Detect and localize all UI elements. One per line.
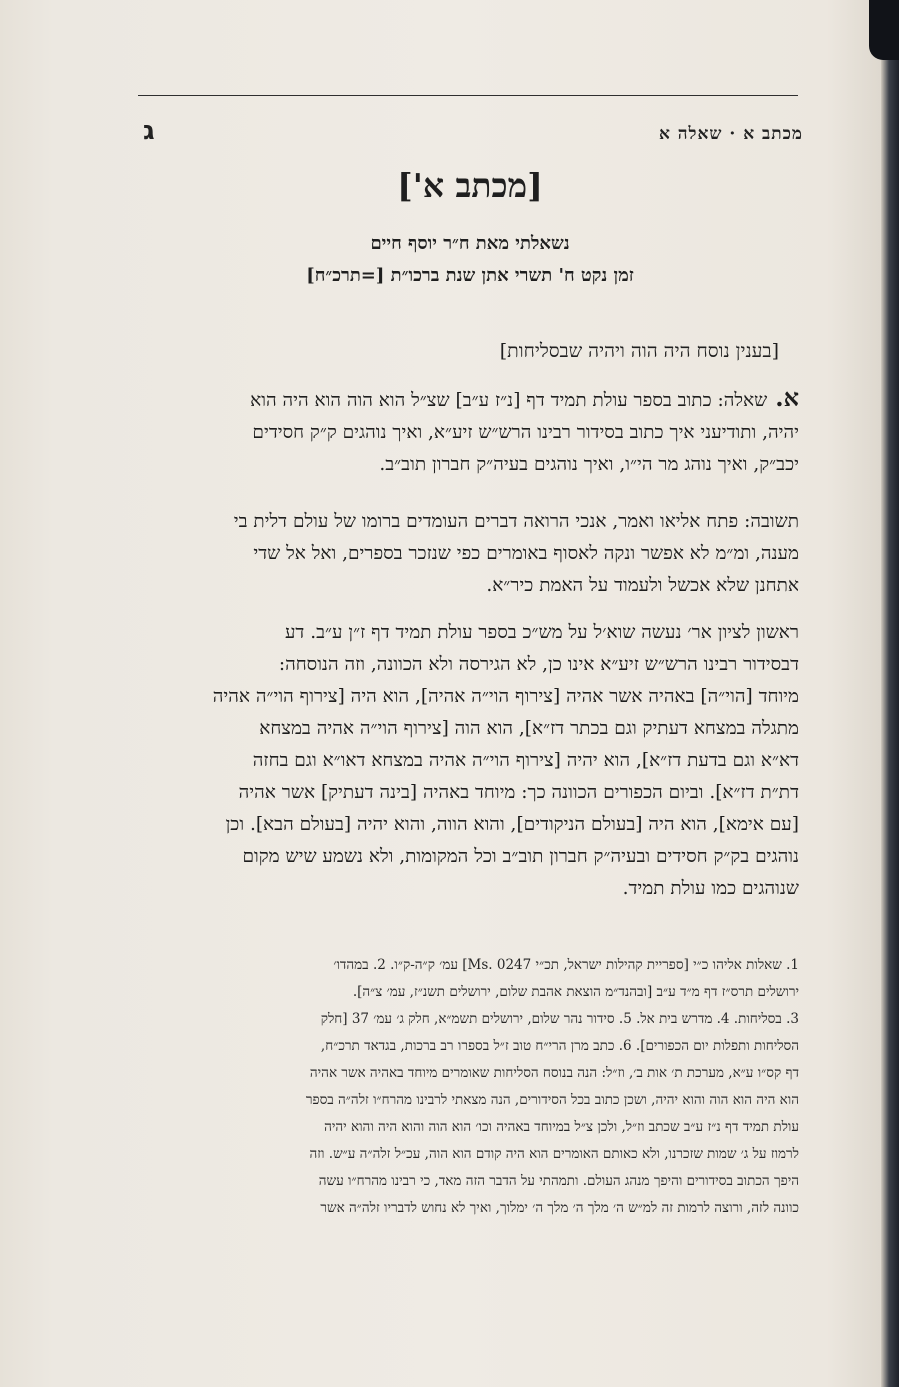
question-line (119, 382, 799, 417)
footnote-line: הוא היה הוא הוה והוא יהיה, ושכן כתוב בכל הסידורים, הנה מצאתי לרבינו מהרח״ו זלה״ה בספר (305, 1092, 799, 1108)
body-line: [עם אימא], הוא היה [בעולם הניקודים], והוא הווה, והוא יהיה [בעולם הבא]. וכן (225, 814, 799, 835)
footnote-line: דף קס״ו ע״א, מערכת ת׳ אות ב׳, וז״ל: הנה בנוסח הסליחות שאומרים מיוחד באהיה אשר אהיה (309, 1065, 799, 1081)
footnote-line: 1. שאלות אליהו כ״י [ספריית קהילות ישראל, תכ״י Ms. 0247] עמ׳ ק״ה-ק״ו. 2. במהדו׳ (333, 957, 799, 973)
body-line: דת״ת דז״א]. וביום הכפורים הכוונה כך: מיוחד באהיה [בינה דעתיק] אשר אהיה (238, 782, 799, 803)
body-line: מתגלה במצחא דעתיק וגם בכתר דז״א], הוא הוה [צירוף הוי״ה אהיה במצחא (259, 718, 799, 739)
footnote-line: לרמוז על ג׳ שמות שזכרנו, ולא כאותם האומרים הוא היה קודם הוא הוה, עכ״ל זלה״ה ע״ש. וזה (309, 1146, 799, 1162)
topic-heading: [בענין נוסח היה הוה ויהיה שבסליחות] (499, 340, 779, 362)
question-line: יהיה, ותודיעני איך כתוב בסידור רבינו הרש״ש זיע״א, ואיך נוהגים ק״ק חסידים (252, 422, 799, 443)
footnote-line: היפך הכתוב בסידורים והיפך מנהג העולם. ותמהתי על הדבר הזה מאד, כי רבינו מהרח״ו עשה (318, 1173, 799, 1189)
answer-body-paragraph (119, 617, 799, 905)
header-rule (138, 95, 798, 96)
page-number: ג (143, 116, 155, 146)
running-title: מכתב א · שאלה א (658, 124, 803, 144)
question-line-text: שאלה: כתוב בספר עולת תמיד דף [נ״ז ע״ב] שצ״ל הוא הוה הוא היה הוא (250, 390, 768, 411)
body-line: מיוחד [הוי״ה] באהיה אשר אהיה [צירוף הוי״ה אהיה], הוא היה [צירוף הוי״ה אהיה (212, 686, 799, 707)
running-head (143, 116, 803, 146)
footnotes (119, 952, 799, 1222)
book-binding-edge (881, 0, 899, 1387)
answer-intro-paragraph (119, 506, 799, 602)
body-line: ראשון לציון אר׳ נעשה שוא׳ל על מש״כ בספר עולת תמיד דף ז״ן ע״ב. דע (284, 622, 799, 643)
answer-line: מענה, ומ״מ לא אפשר ונקה לאסוף באומרים כפי שנזכר בספרים, ואל אל שדי (253, 543, 799, 564)
body-line: נוהגים בק״ק חסידים ובעיה״ק חברון תוב״ב וכל המקומות, ולא נשמע שיש מקום (242, 846, 799, 867)
footnote-line: הסליחות ותפלות יום הכפורים]. 6. כתב מרן הרי״ח טוב ז״ל בספרו רב ברכות, בגדאד תרכ״ח, (320, 1038, 799, 1054)
question-paragraph (119, 382, 799, 481)
letter-date: זמן נקט ח' תשרי אתן שנת ברכו״ת [=תרכ״ח] (306, 265, 634, 286)
body-line: שנוהגים כמו עולת תמיד. (622, 878, 799, 899)
letter-from: נשאלתי מאת ח״ר יוסף חיים (370, 233, 570, 254)
question-line: יכב״ק, ואיך נוהג מר הי״ו, ואיך נוהגים בעיה״ק חברון תוב״ב. (379, 454, 799, 475)
footnote-line: ירושלים תרס״ז דף מ״ד ע״ב [ובהנד״מ הוצאת אהבת שלום, ירושלים תשנ״ז, עמ׳ צ״ה]. (352, 984, 799, 1000)
letter-title: [מכתב א'] (397, 166, 543, 205)
footnote-line: כוונה לזה, ורוצה לרמות זה למ״ש ה׳ מלך ה׳ מלך ה׳ ימלוך, ואיך לא נחוש לדבריו זלה״ה אשר (320, 1200, 799, 1216)
section-letter: א. (775, 383, 799, 412)
footnote-line: 3. בסליחות. 4. מדרש בית אל. 5. סידור נהר שלום, ירושלים תשמ״א, חלק ג׳ עמ׳ 37 [חלק (320, 1011, 799, 1027)
footnote-line: עולת תמיד דף נ״ז ע״ב שכתב וז״ל, ולכן צ״ל במיוחד באהיה וכו׳ הוא הוה והוא היה והוא יהיה (324, 1119, 799, 1135)
answer-line: אתחנן שלא אכשל ולעמוד על האמת כיר״א. (486, 575, 799, 596)
answer-line: תשובה: פתח אליאו ואמר, אנכי הרואה דברים העומדים ברומו של עולם דלית בי (233, 511, 799, 532)
book-cover-corner (869, 0, 899, 60)
body-line: דא״א וגם בדעת דז״א], הוא יהיה [צירוף הוי״ה אהיה במצחא דאו״א וגם בחזה (252, 750, 799, 771)
body-line: דבסידור רבינו הרש״ש זיע״א אינו כן, לא הגירסה ולא הכוונה, וזה הנוסחה: (278, 654, 799, 675)
